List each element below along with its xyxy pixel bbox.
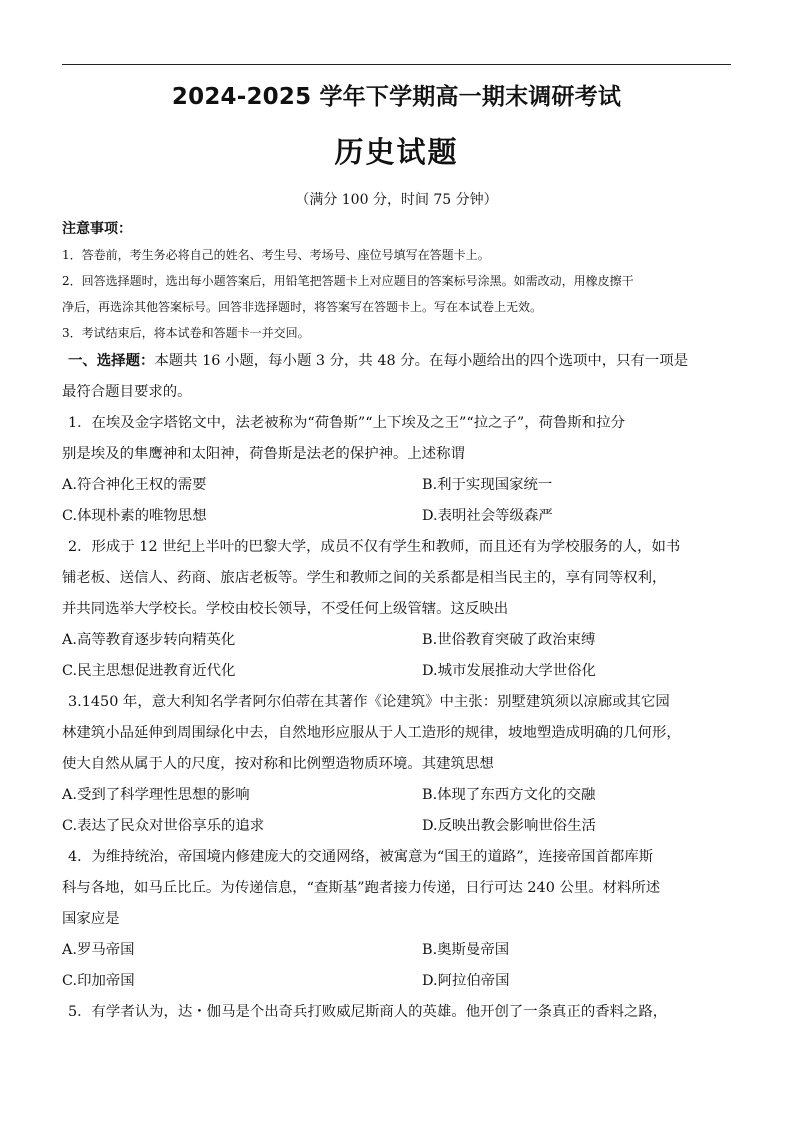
question-1-options (62, 470, 734, 501)
option-c: C.民主思想促进教育近代化 (62, 663, 236, 679)
option-b: B.奥斯曼帝国 (422, 942, 510, 958)
notice-title: 注意事项： (62, 221, 132, 237)
option-a: A.符合神化王权的需要 (62, 477, 207, 493)
option-c: C.印加帝国 (62, 973, 135, 989)
question-1-stem: 1．在埃及金字塔铭文中，法老被称为“荷鲁斯”“上下埃及之王”“拉之子”，荷鲁斯和拉分 (68, 415, 625, 431)
question-2-options (62, 625, 734, 656)
exam-title: 2024-2025 学年下学期高一期末调研考试 (171, 84, 622, 110)
notice-item: 2．回答选择题时，选出每小题答案后，用铅笔把答题卡上对应题目的答案标号涂黑。如需改动，用橡皮擦干 (62, 274, 634, 288)
section-intro (62, 346, 734, 377)
notice-item: 净后，再选涂其他答案标号。回答非选择题时，将答案写在答题卡上。写在本试卷上无效。 (62, 300, 543, 314)
question-1-options (62, 501, 734, 532)
notice-item: 3．考试结束后，将本试卷和答题卡一并交回。 (62, 326, 310, 340)
question-1-stem: 别是埃及的隼鹰神和太阳神，荷鲁斯是法老的保护神。上述称谓 (62, 446, 465, 462)
option-b: B.世俗教育突破了政治束缚 (422, 632, 596, 648)
option-d: D.城市发展推动大学世俗化 (422, 663, 596, 679)
question-4-stem: 4．为维持统治，帝国境内修建庞大的交通网络，被寓意为“国王的道路”，连接帝国首都库斯 (68, 849, 654, 865)
option-a: A.罗马帝国 (62, 942, 135, 958)
question-2-stem: 铺老板、送信人、药商、旅店老板等。学生和教师之间的关系都是相当民主的，享有同等权利， (62, 570, 667, 586)
question-3-stem: 3.1450 年，意大利知名学者阿尔伯蒂在其著作《论建筑》中主张：别墅建筑须以凉廊或其它园 (68, 694, 670, 710)
section-text: 本题共 16 小题，每小题 3 分，共 48 分。在每小题给出的四个选项中，只有一项是 (154, 353, 689, 369)
option-c: C.表达了民众对世俗享乐的追求 (62, 818, 265, 834)
question-4-options (62, 935, 734, 966)
option-c: C.体现朴素的唯物思想 (62, 508, 207, 524)
notice-item: 1．答卷前，考生务必将自己的姓名、考生号、考场号、座位号填写在答题卡上。 (62, 248, 490, 262)
section-label: 一、选择题： (68, 353, 155, 369)
top-rule (62, 64, 731, 65)
subject-title: 历史试题 (334, 135, 459, 169)
question-2-options (62, 656, 734, 687)
question-4-stem: 国家应是 (62, 911, 120, 927)
section-text: 最符合题目要求的。 (62, 384, 192, 400)
question-2-stem: 并共同选举大学校长。学校由校长领导，不受任何上级管辖。这反映出 (62, 601, 509, 617)
option-d: D.表明社会等级森严 (422, 508, 553, 524)
question-5-stem: 5．有学者认为，达・伽马是个出奇兵打败威尼斯商人的英雄。他开创了一条真正的香料之路， (68, 1004, 668, 1020)
question-3-stem: 使大自然从属于人的尺度，按对称和比例塑造物质环境。其建筑思想 (62, 756, 494, 772)
question-4-stem: 科与各地，如马丘比丘。为传递信息，“查斯基”跑者接力传递，日行可达 240 公里。材料所述 (62, 880, 661, 896)
option-d: D.反映出教会影响世俗生活 (422, 818, 596, 834)
question-3-options (62, 780, 734, 811)
content (62, 216, 734, 1028)
option-a: A.受到了科学理性思想的影响 (62, 787, 250, 803)
option-a: A.高等教育逐步转向精英化 (62, 632, 236, 648)
option-b: B.利于实现国家统一 (422, 477, 553, 493)
question-2-stem: 2．形成于 12 世纪上半叶的巴黎大学，成员不仅有学生和教师，而且还有为学校服务的人，如书 (68, 539, 681, 555)
question-3-stem: 林建筑小品延伸到周围绿化中去，自然地形应服从于人工造形的规律，坡地塑造成明确的几何形， (62, 725, 681, 741)
exam-meta: （满分 100 分，时间 75 分钟） (295, 192, 498, 208)
question-4-options (62, 966, 734, 997)
option-b: B.体现了东西方文化的交融 (422, 787, 596, 803)
question-3-options (62, 811, 734, 842)
option-d: D.阿拉伯帝国 (422, 973, 510, 989)
